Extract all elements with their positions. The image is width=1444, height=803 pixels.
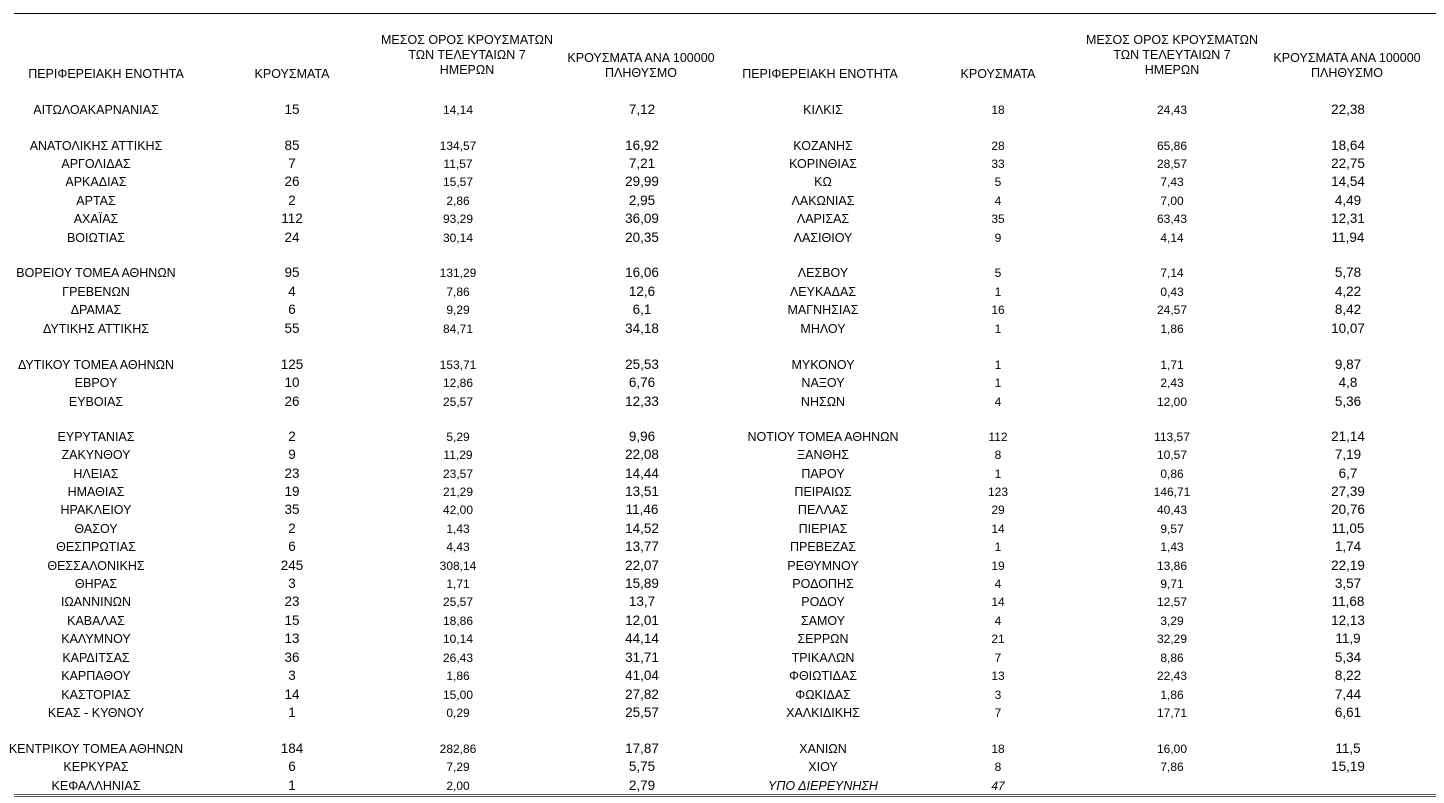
per-100k-value: 11,68	[1331, 594, 1365, 609]
region-name: ΗΜΑΘΙΑΣ	[67, 485, 125, 499]
cases-value: 245	[280, 558, 304, 573]
cases-value: 26	[284, 394, 300, 409]
avg-7day-value: 12,00	[1156, 395, 1188, 409]
avg-7day-value: 9,57	[1160, 522, 1184, 536]
per-100k-value: 18,64	[1331, 138, 1365, 153]
region-name: ΠΕΙΡΑΙΩΣ	[794, 485, 852, 499]
avg-7day-value: 24,43	[1156, 103, 1188, 117]
avg-7day-value: 10,57	[1156, 448, 1188, 462]
header-region-right: ΠΕΡΙΦΕΡΕΙΑΚΗ ΕΝΟΤΗΤΑ	[742, 67, 898, 81]
avg-7day-value: 9,29	[446, 303, 470, 317]
avg-7day-value: 3,29	[1160, 614, 1184, 628]
cases-value: 29	[991, 503, 1005, 517]
per-100k-value: 17,87	[625, 741, 659, 756]
per-100k-value: 11,46	[625, 502, 659, 517]
cases-value: 184	[280, 741, 304, 756]
cases-value: 18	[991, 103, 1005, 117]
per-100k-value: 29,99	[625, 174, 659, 189]
cases-value: 6	[288, 759, 296, 774]
cases-value: 47	[991, 779, 1005, 793]
per-100k-value: 6,7	[1338, 466, 1358, 481]
per-100k-value: 25,57	[625, 705, 659, 720]
per-100k-value: 11,05	[1331, 521, 1365, 536]
per-100k-value: 12,01	[625, 613, 659, 628]
cases-value: 2	[288, 521, 296, 536]
header-avg-line1: ΜΕΣΟΣ ΟΡΟΣ ΚΡΟΥΣΜΑΤΩΝ	[1085, 33, 1259, 47]
avg-7day-value: 153,71	[439, 358, 477, 372]
region-name: ΚΟΡΙΝΘΙΑΣ	[789, 157, 857, 171]
header-per100k-line1: ΚΡΟΥΣΜΑΤΑ ΑΝΑ 100000	[1273, 51, 1421, 65]
per-100k-value: 15,89	[625, 576, 659, 591]
cases-value: 112	[281, 211, 303, 226]
region-name: ΔΥΤΙΚΗΣ ΑΤΤΙΚΗΣ	[43, 322, 149, 336]
avg-7day-value: 15,57	[442, 175, 474, 189]
cases-value: 33	[991, 157, 1005, 171]
region-name: ΚΕΑΣ - ΚΥΘΝΟΥ	[47, 706, 145, 720]
cases-value: 95	[284, 265, 300, 280]
region-name: ΦΘΙΩΤΙΔΑΣ	[788, 669, 858, 683]
avg-7day-value: 25,57	[442, 395, 474, 409]
per-100k-value: 20,76	[1331, 502, 1365, 517]
region-name: ΛΑΚΩΝΙΑΣ	[791, 194, 855, 208]
region-name: ΧΑΝΙΩΝ	[799, 742, 847, 756]
avg-7day-value: 131,29	[439, 266, 477, 280]
cases-value: 6	[288, 302, 296, 317]
avg-7day-value: 1,43	[446, 522, 470, 536]
avg-7day-value: 2,00	[446, 779, 470, 793]
cases-value: 5	[994, 175, 1002, 189]
avg-7day-value: 7,43	[1160, 175, 1184, 189]
per-100k-value: 6,1	[632, 302, 652, 317]
header-avg-right	[1077, 33, 1267, 78]
region-name: ΡΟΔΟΥ	[801, 595, 845, 609]
cases-value: 10	[284, 375, 300, 390]
region-name: ΔΥΤΙΚΟΥ ΤΟΜΕΑ ΑΘΗΝΩΝ	[17, 358, 175, 372]
avg-7day-value: 18,86	[442, 614, 474, 628]
per-100k-value: 27,82	[625, 687, 659, 702]
cases-value: 1	[994, 376, 1002, 390]
cases-value: 19	[991, 559, 1005, 573]
per-100k-value: 5,75	[628, 759, 656, 774]
cases-value: 8	[994, 448, 1002, 462]
avg-7day-value: 11,57	[443, 157, 473, 171]
avg-7day-value: 7,86	[446, 285, 470, 299]
region-name: ΚΙΛΚΙΣ	[803, 103, 843, 117]
avg-7day-value: 2,43	[1160, 376, 1184, 390]
cases-value: 14	[284, 687, 300, 702]
avg-7day-value: 7,29	[446, 760, 470, 774]
cases-value: 1	[994, 467, 1002, 481]
cases-value: 35	[284, 502, 300, 517]
cases-value: 19	[284, 484, 300, 499]
per-100k-value: 44,14	[625, 631, 659, 646]
per-100k-value: 22,08	[625, 447, 659, 462]
header-per100k-line1: ΚΡΟΥΣΜΑΤΑ ΑΝΑ 100000	[567, 51, 715, 65]
region-name: ΣΕΡΡΩΝ	[797, 632, 849, 646]
avg-7day-value: 40,43	[1156, 503, 1188, 517]
per-100k-value: 12,31	[1331, 211, 1365, 226]
region-name: ΚΕΝΤΡΙΚΟΥ ΤΟΜΕΑ ΑΘΗΝΩΝ	[8, 742, 184, 756]
avg-7day-value: 21,29	[442, 485, 474, 499]
avg-7day-value: 146,71	[1153, 485, 1191, 499]
avg-7day-value: 22,43	[1156, 669, 1188, 683]
per-100k-value: 22,75	[1331, 156, 1365, 171]
avg-7day-value: 16,00	[1156, 742, 1188, 756]
region-name: ΝΑΞΟΥ	[801, 376, 845, 390]
region-name: ΒΟΙΩΤΙΑΣ	[66, 231, 126, 245]
cases-value: 4	[994, 577, 1002, 591]
cases-value: 1	[994, 322, 1002, 336]
cases-value: 24	[284, 230, 300, 245]
top-rule	[14, 13, 1436, 14]
cases-value: 1	[288, 778, 296, 793]
avg-7day-value: 30,14	[442, 231, 474, 245]
avg-7day-value: 1,86	[446, 669, 470, 683]
region-name: ΗΛΕΙΑΣ	[73, 467, 119, 481]
region-name: ΚΕΦΑΛΛΗΝΙΑΣ	[51, 779, 141, 793]
cases-value: 55	[284, 321, 300, 336]
avg-7day-value: 4,43	[446, 540, 470, 554]
region-name: ΖΑΚΥΝΘΟΥ	[61, 448, 131, 462]
per-100k-value: 13,77	[625, 539, 659, 554]
per-100k-value: 5,34	[1334, 650, 1362, 665]
region-name: ΠΑΡΟΥ	[801, 467, 845, 481]
region-name: ΚΕΡΚΥΡΑΣ	[63, 760, 129, 774]
per-100k-value: 15,19	[1331, 759, 1365, 774]
avg-7day-value: 9,71	[1160, 577, 1184, 591]
header-per100k-left	[548, 51, 734, 81]
region-name: ΠΡΕΒΕΖΑΣ	[789, 540, 857, 554]
region-name: ΜΥΚΟΝΟΥ	[791, 358, 855, 372]
region-name: ΑΡΚΑΔΙΑΣ	[65, 175, 127, 189]
cases-value: 23	[284, 466, 300, 481]
cases-value: 4	[288, 284, 296, 299]
per-100k-value: 11,9	[1335, 631, 1361, 646]
per-100k-value: 27,39	[1331, 484, 1365, 499]
avg-7day-value: 23,57	[442, 467, 474, 481]
region-name: ΕΥΒΟΙΑΣ	[68, 395, 124, 409]
cases-value: 112	[988, 430, 1008, 444]
region-name: ΑΧΑΪΑΣ	[73, 212, 119, 226]
per-100k-value: 25,53	[625, 357, 659, 372]
avg-7day-value: 24,57	[1156, 303, 1188, 317]
region-name: ΛΑΡΙΣΑΣ	[796, 212, 850, 226]
region-name: ΓΡΕΒΕΝΩΝ	[62, 285, 130, 299]
avg-7day-value: 12,57	[1156, 595, 1188, 609]
per-100k-value: 7,44	[1334, 687, 1362, 702]
avg-7day-value: 134,57	[439, 139, 477, 153]
per-100k-value: 2,95	[628, 193, 656, 208]
region-name: ΧΙΟΥ	[808, 760, 838, 774]
avg-7day-value: 32,29	[1156, 632, 1188, 646]
cases-value: 15	[284, 613, 300, 628]
region-name: ΔΡΑΜΑΣ	[70, 303, 122, 317]
per-100k-value: 14,54	[1331, 174, 1365, 189]
avg-7day-value: 63,43	[1156, 212, 1188, 226]
per-100k-value: 11,94	[1331, 230, 1365, 245]
region-name: ΚΟΖΑΝΗΣ	[793, 139, 853, 153]
cases-value: 8	[994, 760, 1002, 774]
header-per100k-line2: ΠΛΗΘΥΣΜΟ	[605, 66, 677, 80]
per-100k-value: 12,33	[625, 394, 659, 409]
region-name: ΤΡΙΚΑΛΩΝ	[791, 651, 855, 665]
header-per100k-right	[1254, 51, 1440, 81]
region-name: ΘΗΡΑΣ	[74, 577, 118, 591]
avg-7day-value: 28,57	[1156, 157, 1188, 171]
header-per100k-line2: ΠΛΗΘΥΣΜΟ	[1311, 66, 1383, 80]
cases-value: 13	[991, 669, 1005, 683]
per-100k-value: 12,13	[1331, 613, 1365, 628]
region-name: ΚΑΛΥΜΝΟΥ	[61, 632, 131, 646]
cases-value: 3	[288, 576, 296, 591]
cases-value: 1	[994, 358, 1002, 372]
per-100k-value: 20,35	[625, 230, 659, 245]
per-100k-value: 12,6	[628, 284, 656, 299]
per-100k-value: 11,5	[1335, 741, 1361, 756]
cases-value: 125	[280, 357, 304, 372]
avg-7day-value: 65,86	[1156, 139, 1188, 153]
region-name: ΑΡΓΟΛΙΔΑΣ	[61, 157, 131, 171]
cases-value: 9	[288, 447, 296, 462]
per-100k-value: 16,06	[625, 265, 659, 280]
region-name: ΞΑΝΘΗΣ	[797, 448, 849, 462]
avg-7day-value: 84,71	[442, 322, 474, 336]
header-cases-left: ΚΡΟΥΣΜΑΤΑ	[254, 67, 330, 81]
per-100k-value: 9,87	[1334, 357, 1362, 372]
per-100k-value: 7,12	[628, 102, 656, 117]
per-100k-value: 6,76	[628, 375, 656, 390]
cases-value: 9	[994, 231, 1002, 245]
per-100k-value: 8,22	[1334, 668, 1362, 683]
per-100k-value: 9,96	[628, 429, 656, 444]
region-name: ΘΕΣΣΑΛΟΝΙΚΗΣ	[47, 559, 145, 573]
header-cases-right: ΚΡΟΥΣΜΑΤΑ	[960, 67, 1036, 81]
bottom-rule	[14, 794, 1436, 797]
region-name: ΛΕΥΚΑΔΑΣ	[789, 285, 857, 299]
region-name: ΘΑΣΟΥ	[74, 522, 118, 536]
avg-7day-value: 13,86	[1156, 559, 1188, 573]
cases-value: 4	[994, 194, 1002, 208]
region-name: ΠΙΕΡΙΑΣ	[798, 522, 848, 536]
avg-7day-value: 12,86	[442, 376, 474, 390]
avg-7day-value: 5,29	[446, 430, 470, 444]
avg-7day-value: 11,29	[443, 448, 473, 462]
region-name: ΡΟΔΟΠΗΣ	[792, 577, 854, 591]
cases-value: 14	[991, 595, 1005, 609]
avg-7day-value: 14,14	[442, 103, 474, 117]
per-100k-value: 2,79	[628, 778, 656, 793]
region-name: ΡΕΘΥΜΝΟΥ	[787, 559, 859, 573]
cases-value: 5	[994, 266, 1002, 280]
per-100k-value: 31,71	[625, 650, 659, 665]
per-100k-value: 22,07	[625, 558, 659, 573]
region-name: ΕΥΡΥΤΑΝΙΑΣ	[57, 430, 135, 444]
cases-value: 7	[994, 706, 1002, 720]
cases-value: 3	[994, 688, 1002, 702]
per-100k-value: 36,09	[625, 211, 659, 226]
per-100k-value: 4,8	[1338, 375, 1358, 390]
region-name: ΝΟΤΙΟΥ ΤΟΜΕΑ ΑΘΗΝΩΝ	[747, 430, 899, 444]
region-name: ΛΑΣΙΘΙΟΥ	[793, 231, 853, 245]
region-name: ΜΗΛΟΥ	[800, 322, 846, 336]
region-name: ΑΙΤΩΛΟΑΚΑΡΝΑΝΙΑΣ	[33, 103, 159, 117]
avg-7day-value: 4,14	[1160, 231, 1184, 245]
cases-value: 3	[288, 668, 296, 683]
per-100k-value: 13,51	[625, 484, 659, 499]
avg-7day-value: 17,71	[1156, 706, 1188, 720]
region-name: ΝΗΣΩΝ	[800, 395, 846, 409]
per-100k-value: 16,92	[625, 138, 659, 153]
avg-7day-value: 7,14	[1160, 266, 1184, 280]
avg-7day-value: 113,57	[1154, 430, 1190, 444]
per-100k-value: 22,38	[1331, 102, 1365, 117]
per-100k-value: 8,42	[1334, 302, 1362, 317]
cases-value: 36	[284, 650, 300, 665]
cases-value: 123	[987, 485, 1009, 499]
avg-7day-value: 15,00	[442, 688, 474, 702]
avg-7day-value: 10,14	[442, 632, 474, 646]
region-name: ΗΡΑΚΛΕΙΟΥ	[60, 503, 132, 517]
cases-value: 4	[994, 614, 1002, 628]
per-100k-value: 34,18	[625, 321, 659, 336]
cases-value: 7	[288, 156, 296, 171]
header-region-left: ΠΕΡΙΦΕΡΕΙΑΚΗ ΕΝΟΤΗΤΑ	[28, 67, 184, 81]
cases-value: 21	[991, 632, 1005, 646]
per-100k-value: 4,49	[1334, 193, 1362, 208]
avg-7day-value: 282,86	[439, 742, 477, 756]
cases-value: 1	[288, 705, 296, 720]
region-name: ΚΑΡΔΙΤΣΑΣ	[62, 651, 130, 665]
cases-value: 4	[994, 395, 1002, 409]
cases-value: 18	[991, 742, 1005, 756]
cases-value: 26	[284, 174, 300, 189]
per-100k-value: 5,78	[1334, 265, 1362, 280]
region-name: ΚΑΡΠΑΘΟΥ	[61, 669, 131, 683]
avg-7day-value: 1,86	[1160, 688, 1184, 702]
per-100k-value: 5,36	[1334, 394, 1362, 409]
avg-7day-value: 42,00	[442, 503, 474, 517]
region-name: ΜΑΓΝΗΣΙΑΣ	[787, 303, 859, 317]
cases-value: 1	[994, 285, 1002, 299]
region-name: ΘΕΣΠΡΩΤΙΑΣ	[56, 540, 136, 554]
cases-value: 14	[991, 522, 1005, 536]
avg-7day-value: 25,57	[442, 595, 474, 609]
cases-value: 23	[284, 594, 300, 609]
region-name: ΣΑΜΟΥ	[800, 614, 846, 628]
header-avg-line1: ΜΕΣΟΣ ΟΡΟΣ ΚΡΟΥΣΜΑΤΩΝ	[380, 33, 554, 47]
per-100k-value: 41,04	[625, 668, 659, 683]
per-100k-value: 7,21	[628, 156, 656, 171]
header-avg-line3: ΗΜΕΡΩΝ	[1144, 63, 1200, 77]
cases-value: 13	[284, 631, 300, 646]
cases-value: 15	[284, 102, 300, 117]
per-100k-value: 13,7	[628, 594, 656, 609]
region-name: ΕΒΡΟΥ	[74, 376, 118, 390]
per-100k-value: 1,74	[1334, 539, 1362, 554]
region-name: ΦΩΚΙΔΑΣ	[795, 688, 851, 702]
header-avg-left	[372, 33, 562, 78]
region-name: ΧΑΛΚΙΔΙΚΗΣ	[786, 706, 860, 720]
region-name: ΚΑΣΤΟΡΙΑΣ	[61, 688, 131, 702]
avg-7day-value: 1,71	[446, 577, 470, 591]
header-avg-line2: ΤΩΝ ΤΕΛΕΥΤΑΙΩΝ 7	[1113, 48, 1231, 62]
cases-value: 35	[991, 212, 1005, 226]
region-name: ΑΡΤΑΣ	[76, 194, 116, 208]
region-name: ΚΑΒΑΛΑΣ	[67, 614, 125, 628]
per-100k-value: 10,07	[1331, 321, 1365, 336]
avg-7day-value: 2,86	[446, 194, 470, 208]
avg-7day-value: 8,86	[1160, 651, 1184, 665]
avg-7day-value: 1,86	[1160, 322, 1184, 336]
avg-7day-value: 7,00	[1160, 194, 1184, 208]
avg-7day-value: 0,86	[1160, 467, 1184, 481]
per-100k-value: 22,19	[1331, 558, 1365, 573]
region-name: ΛΕΣΒΟΥ	[797, 266, 849, 280]
header-avg-line3: ΗΜΕΡΩΝ	[439, 63, 495, 77]
per-100k-value: 6,61	[1334, 705, 1362, 720]
cases-value: 85	[284, 138, 300, 153]
header-avg-line2: ΤΩΝ ΤΕΛΕΥΤΑΙΩΝ 7	[408, 48, 526, 62]
avg-7day-value: 0,43	[1160, 285, 1184, 299]
per-100k-value: 14,52	[625, 521, 659, 536]
avg-7day-value: 1,43	[1160, 540, 1184, 554]
cases-value: 2	[288, 193, 296, 208]
avg-7day-value: 93,29	[442, 212, 474, 226]
per-100k-value: 14,44	[625, 466, 659, 481]
cases-value: 28	[991, 139, 1005, 153]
per-100k-value: 7,19	[1334, 447, 1362, 462]
region-name: ΒΟΡΕΙΟΥ ΤΟΜΕΑ ΑΘΗΝΩΝ	[16, 266, 176, 280]
cases-value: 7	[994, 651, 1002, 665]
avg-7day-value: 1,71	[1160, 358, 1184, 372]
region-name: ΑΝΑΤΟΛΙΚΗΣ ΑΤΤΙΚΗΣ	[29, 139, 163, 153]
cases-value: 2	[288, 429, 296, 444]
region-name: ΠΕΛΛΑΣ	[797, 503, 849, 517]
avg-7day-value: 308,14	[439, 559, 477, 573]
cases-value: 1	[994, 540, 1002, 554]
avg-7day-value: 26,43	[442, 651, 474, 665]
cases-value: 6	[288, 539, 296, 554]
per-100k-value: 3,57	[1334, 576, 1362, 591]
cases-value: 16	[991, 303, 1005, 317]
region-name: ΙΩΑΝΝΙΝΩΝ	[60, 595, 132, 609]
region-name: ΥΠΟ ΔΙΕΡΕΥΝΗΣΗ	[768, 779, 878, 793]
region-name: ΚΩ	[814, 175, 832, 189]
avg-7day-value: 0,29	[446, 706, 470, 720]
per-100k-value: 4,22	[1334, 284, 1362, 299]
per-100k-value: 21,14	[1331, 429, 1365, 444]
avg-7day-value: 7,86	[1160, 760, 1184, 774]
